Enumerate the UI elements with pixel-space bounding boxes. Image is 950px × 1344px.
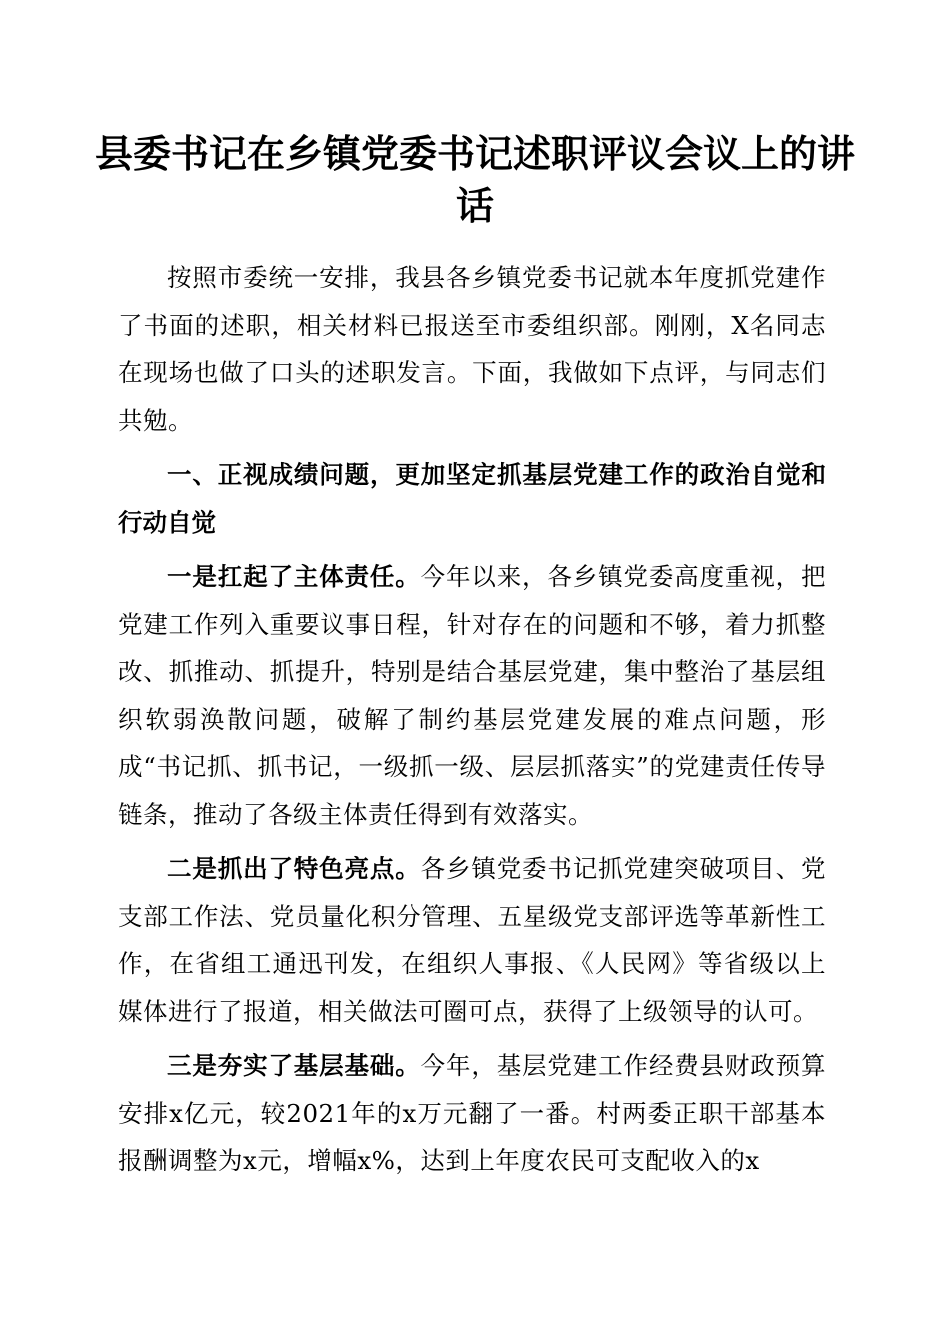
intro-paragraph: 按照市委统一安排，我县各乡镇党委书记就本年度抓党建作了书面的述职，相关材料已报送至市委组织部。刚刚，X名同志在现场也做了口头的述职发言。下面，我做如下点评，与同志们共勉。	[118, 263, 826, 435]
point-2-text: 各乡镇党委书记抓党建突破项目、党支部工作法、党员量化积分管理、五星级党支部评选等革新性工作，在省组工通迅刊发，在组织人事报、《人民网》等省级以上媒体进行了报道，相关做法可圈可点，获得了上级领导的认可。	[118, 854, 827, 1026]
point-3-paragraph	[118, 1042, 826, 1185]
point-2-paragraph	[118, 845, 826, 1035]
point-1-paragraph	[118, 553, 826, 838]
document-title: 县委书记在乡镇党委书记述职评议会议上的讲话	[95, 131, 856, 228]
document-body	[118, 254, 826, 1185]
point-1-lead: 一是扛起了主体责任。	[167, 562, 421, 591]
point-1-text: 今年以来，各乡镇党委高度重视，把党建工作列入重要议事日程，针对存在的问题和不够，着力抓整改、抓推动、抓提升，特别是结合基层党建，集中整治了基层组织软弱涣散问题，破解了制约基层党建发展的难点问题，形成“书记抓、抓书记，一级抓一级、层层抓落实”的党建责任传导链条，推动了各级主体责任得到有效落实。	[118, 562, 827, 829]
section-heading-1: 一、正视成绩问题，更加坚定抓基层党建工作的政治自觉和行动自觉	[118, 460, 826, 537]
point-3-text: 今年，基层党建工作经费县财政预算安排x亿元，较2021年的x万元翻了一番。村两委正职干部基本报酬调整为x元，增幅x%，达到上年度农民可支配收入的x	[118, 1051, 827, 1175]
point-3-lead: 三是夯实了基层基础。	[167, 1051, 421, 1080]
point-2-lead: 二是抓出了特色亮点。	[167, 854, 421, 883]
